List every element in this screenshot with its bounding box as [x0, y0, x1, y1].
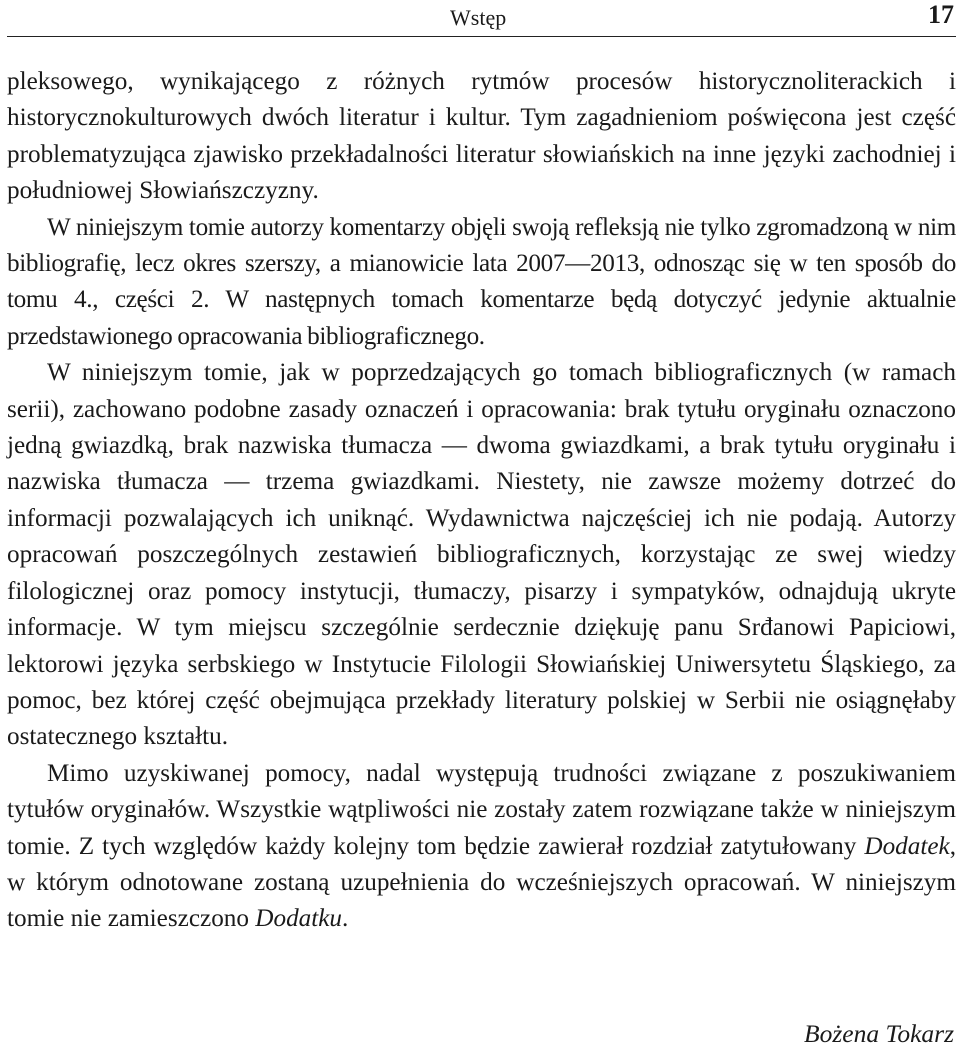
book-page	[7, 0, 956, 1052]
dodatek-title: Dodatek	[864, 832, 950, 860]
paragraph-3: W niniejszym tomie, jak w poprzedzających go tomach bibliograficznych (w ramach serii), zachowano podobne zasady oznaczeń i opracowania: brak tytułu oryginału oznaczono jedną gwiazdką, brak nazwiska tłumacza — dwoma gwiazdkami, a brak tytułu oryginału i nazwiska tłumacza — trzema gwiazdkami. Niestety, nie zawsze możemy dotrzeć do informacji pozwalających ich uniknąć. Wydawnictwa najczęściej ich nie podają. Autorzy opracowań poszczególnych zestawień bibliograficznych, korzystając ze swej wiedzy filologicznej oraz pomocy instytucji, tłumaczy, pisarzy i sympatyków, odnajdują ukryte informacje. W tym miejscu szczególnie serdecznie dziękuję panu Srđanowi Papiciowi, lektorowi języka serbskiego w Instytucie Filologii Słowiańskiej Uniwersytetu Śląskiego, za pomoc, bez której część obejmująca przekłady literatury polskiej w Serbii nie osiągnęłaby ostatecznego kształtu.	[7, 359, 956, 751]
author-signature: Bożena Tokarz	[804, 1019, 954, 1048]
body-text	[7, 64, 956, 938]
dodatku-title: Dodatku	[255, 905, 343, 933]
running-head	[7, 0, 956, 37]
page-number: 17	[928, 0, 954, 29]
running-title: Wstęp	[450, 5, 507, 30]
paragraph-4-text-middle: , w którym odnotowane zostaną uzupełnienia do wcześniejszych opracowań. W niniejszym tomie nie zamieszczono	[7, 832, 956, 933]
paragraph-1: pleksowego, wynikającego z różnych rytmów procesów historycznoliterackich i historycznokulturowych dwóch literatur i kultur. Tym zagadnieniom poświęcona jest część problematyzująca zjawisko przekładalności literatur słowiańskich na inne języki zachodniej i południowej Słowiańszczyzny.	[7, 68, 956, 205]
paragraph-2: W niniejszym tomie autorzy komentarzy objęli swoją refleksją nie tylko zgromadzoną w nim bibliografię, lecz okres szerszy, a mianowicie lata 2007—2013, odnosząc się w ten sposób do tomu 4., części 2. W następnych tomach komentarze będą dotyczyć jedynie aktualnie przedstawionego opracowania bibliograficznego.	[7, 213, 956, 350]
paragraph-4	[7, 756, 956, 938]
paragraph-4-text-end: .	[342, 905, 349, 933]
paragraph-4-text-start: Mimo uzyskiwanej pomocy, nadal występują trudności związane z poszukiwaniem tytułów oryginałów. Wszystkie wątpliwości nie zostały zatem rozwiązane także w niniejszym tomie. Z tych względów każdy kolejny tom będzie zawierał rozdział zatytułowany	[7, 759, 956, 860]
